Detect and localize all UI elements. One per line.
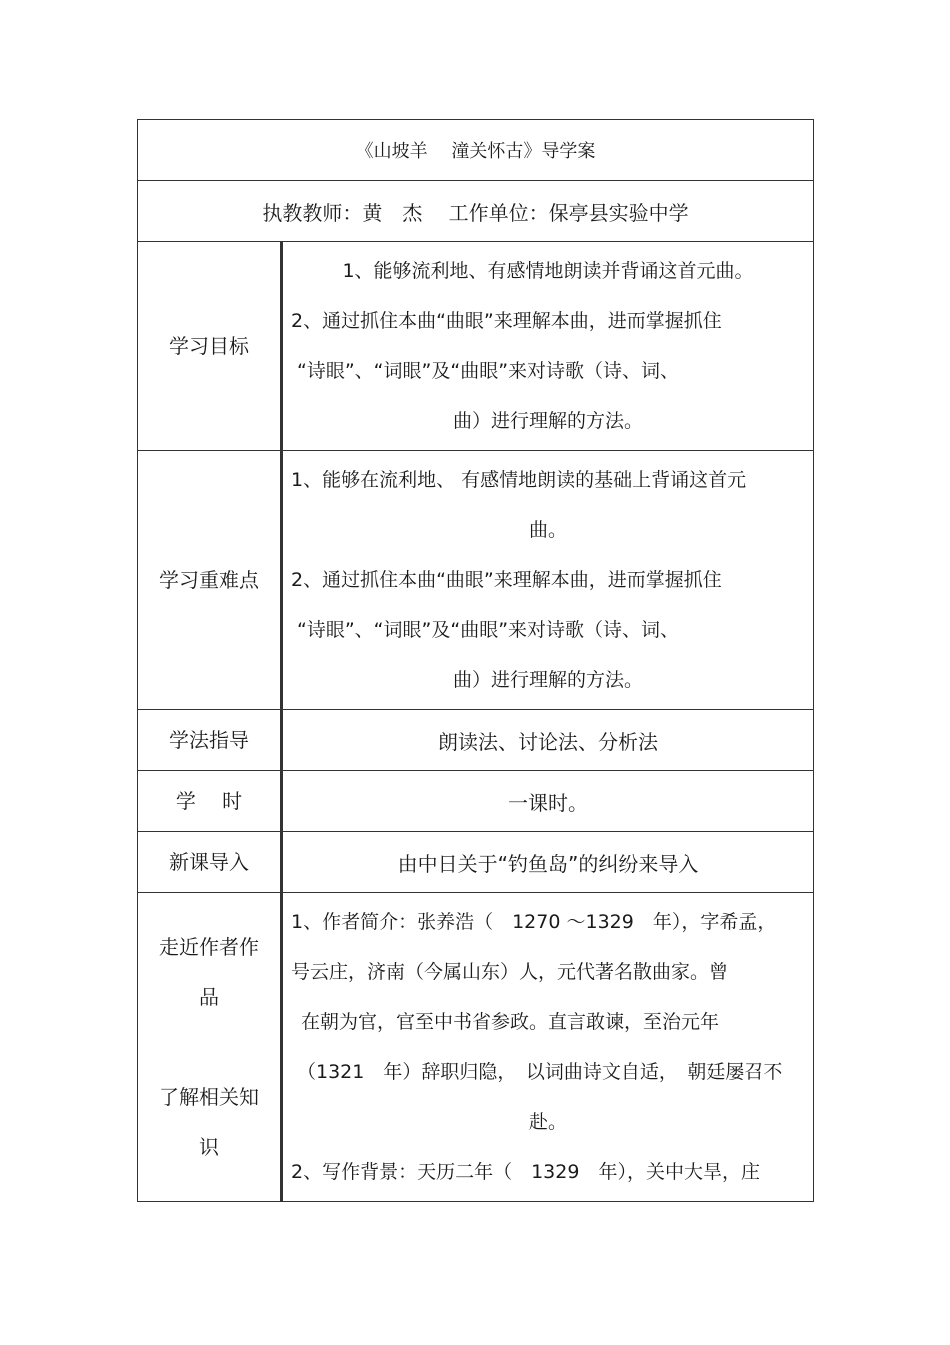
intro-label: 新课导入 [138,832,282,893]
author-label [138,893,282,1202]
author-line-1: 1、作者简介：张养浩（ 1270 ～1329 年），字希孟， [291,911,777,933]
goals-content [282,242,814,451]
author-line-6: 2、写作背景：天历二年（ 1329 年），关中大旱，庄 [291,1161,760,1183]
author-line-5: 赴。 [529,1111,568,1133]
author-content [282,893,814,1202]
method-value: 朗读法、讨论法、分析法 [282,710,814,771]
hours-row [138,771,814,832]
author-label-line-1: 走近作者作 [159,935,259,959]
intro-value: 由中日关于“钓鱼岛”的纠纷来导入 [282,832,814,893]
key-line-5: 曲）进行理解的方法。 [453,669,644,691]
title-row [138,120,814,181]
author-label-line-2: 品 [199,985,219,1009]
key-line-4: “诗眼”、“词眼”及“曲眼”来对诗歌（诗、词、 [297,619,680,641]
hours-label: 学 时 [138,771,282,832]
key-line-3: 2、通过抓住本曲“曲眼”来理解本曲，进而掌握抓住 [291,569,722,591]
teacher-row [138,181,814,242]
method-row [138,710,814,771]
intro-row [138,832,814,893]
author-label-line-4: 了解相关知 [159,1085,259,1109]
lesson-plan-table [137,119,814,1202]
goals-row [138,242,814,451]
hours-value: 一课时。 [282,771,814,832]
lesson-plan-table-wrapper [137,119,813,1202]
goal-line-4: 曲）进行理解的方法。 [453,410,644,432]
key-points-label: 学习重难点 [138,451,282,710]
teacher-info: 执教教师：黄 杰 工作单位：保亭县实验中学 [138,181,814,242]
method-label: 学法指导 [138,710,282,771]
goal-line-1: 1、能够流利地、有感情地朗读并背诵这首元曲。 [342,260,754,282]
author-label-line-5: 识 [199,1135,219,1159]
author-line-4: （1321 年）辞职归隐， 以词曲诗文自适， 朝廷屡召不 [297,1061,783,1083]
goal-line-3: “诗眼”、“词眼”及“曲眼”来对诗歌（诗、词、 [297,360,680,382]
author-line-2: 号云庄，济南（今属山东）人，元代著名散曲家。曾 [291,961,729,983]
document-title: 《山坡羊 潼关怀古》导学案 [138,120,814,181]
key-line-2: 曲。 [529,519,568,541]
author-row [138,893,814,1202]
author-label-line-3 [138,1022,280,1072]
goals-label: 学习目标 [138,242,282,451]
key-line-1: 1、能够在流利地、 有感情地朗读的基础上背诵这首元 [291,469,747,491]
key-points-content [282,451,814,710]
author-line-3: 在朝为官，官至中书省参政。直言敢谏，至治元年 [301,1011,720,1033]
goal-line-2: 2、通过抓住本曲“曲眼”来理解本曲，进而掌握抓住 [291,310,722,332]
key-points-row [138,451,814,710]
